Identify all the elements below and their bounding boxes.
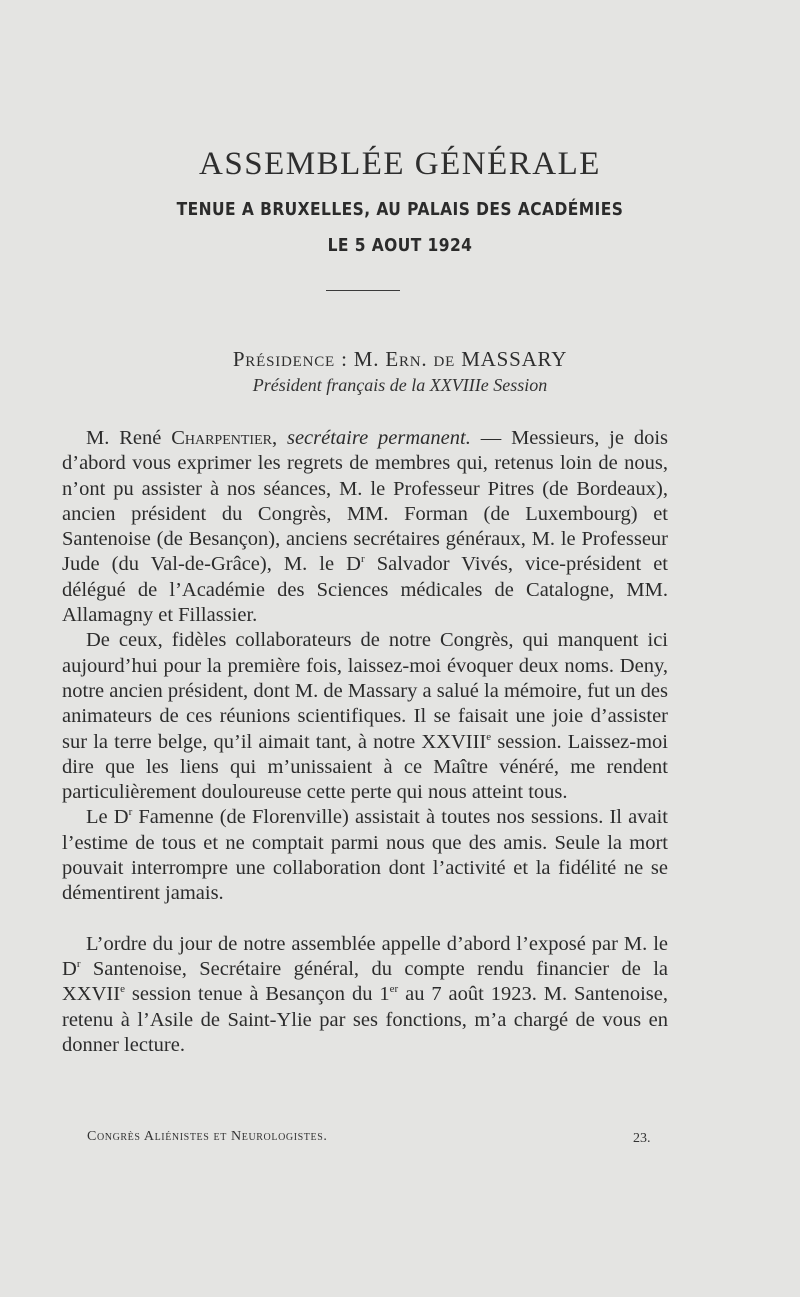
paragraph-4-text-c: session tenue à Besançon du 1 <box>131 983 390 1006</box>
paragraph-4-text-a: L’ordre du jour de notre assemblée appelle d’abord l’exposé par M. le D <box>62 932 668 980</box>
paragraph-2 <box>62 628 668 805</box>
speaker-title: secrétaire permanent. <box>286 427 471 449</box>
presidence-role: Président français de la XXVIIIe Session <box>252 375 548 395</box>
paragraph-4 <box>62 932 668 1058</box>
presidence-line <box>0 347 800 372</box>
subtitle-location: TENUE A BRUXELLES, AU PALAIS DES ACADÉMIES <box>176 199 624 220</box>
superscript: r <box>360 553 365 566</box>
paragraph-1 <box>62 426 668 628</box>
superscript: er <box>389 983 399 996</box>
speaker-name: Charpentier, <box>171 427 278 449</box>
paragraph-4-text-d: au 7 août 1923. M. Santenoise, retenu à l’Asile de Saint-Ylie par ses fonctions, m’a chargé de vous en donner lecture. <box>62 983 668 1056</box>
presidence-name-prefix: M. Ern. de <box>353 347 456 371</box>
body-text <box>62 426 668 1058</box>
paragraph-2-text-a: De ceux, fidèles collaborateurs de notre Congrès, qui manquent ici aujourd’hui pour la première fois, laissez-moi évoquer deux noms. Deny, notre ancien président, dont M. de Massary a salué la mémoire, fut un des animateurs de ces réunions scientifiques. Il se faisait une joie d’assister sur la terre belge, qu’il aimait tant, à notre XXVIII <box>62 629 668 753</box>
presidence-name: MASSARY <box>461 347 568 371</box>
paragraph-3 <box>62 805 668 906</box>
subtitle-date: LE 5 AOUT 1924 <box>327 235 473 256</box>
paragraph-2-text-b: session. Laissez-moi dire que les liens qui m’unissaient à ce Maître vénéré, me rendent particulièrement douloureuse cette perte qui nous atteint tous. <box>62 730 668 804</box>
superscript: r <box>128 806 133 819</box>
paragraph-1-text-b: Salvador Vivés, vice-président et délégué de l’Académie des Sciences médicales de Catalogne, MM. Allamagny et Fillassier. <box>62 553 668 627</box>
page-title: ASSEMBLÉE GÉNÉRALE <box>199 146 601 182</box>
paragraph-3-text-b: Famenne (de Florenville) assistait à toutes nos sessions. Il avait l’estime de tous et ne comptait parmi nous que des amis. Seule la mort pouvait interrompre une collaboration dont l’activité et la fidélité ne se démentirent jamais. <box>62 806 668 905</box>
superscript: r <box>76 957 81 970</box>
divider-rule <box>326 290 400 291</box>
paragraph-1-text-a: — Messieurs, je dois d’abord vous exprimer les regrets de membres qui, retenus loin de nous, n’ont pu assister à nos séances, M. le Professeur Pitres (de Bordeaux), ancien président du Congrès, MM. Forman (de Luxembourg) et Santenoise (de Besançon), anciens secrétaires généraux, M. le Professeur Jude (du Val-de-Grâce), M. le D <box>62 427 669 576</box>
superscript: e <box>486 730 492 743</box>
presidence-separator: : <box>341 347 348 371</box>
page-number: 23. <box>633 1131 651 1146</box>
speaker-prefix: M. René <box>86 427 162 449</box>
running-title: Congrès Aliénistes et Neurologistes. <box>87 1129 328 1144</box>
superscript: e <box>120 983 125 996</box>
paragraph-4-text-b: Santenoise, Secrétaire général, du compte rendu financier de la XXVII <box>62 957 669 1006</box>
paragraph-3-text-a: Le D <box>86 806 129 829</box>
presidence-label: Présidence <box>232 347 336 371</box>
